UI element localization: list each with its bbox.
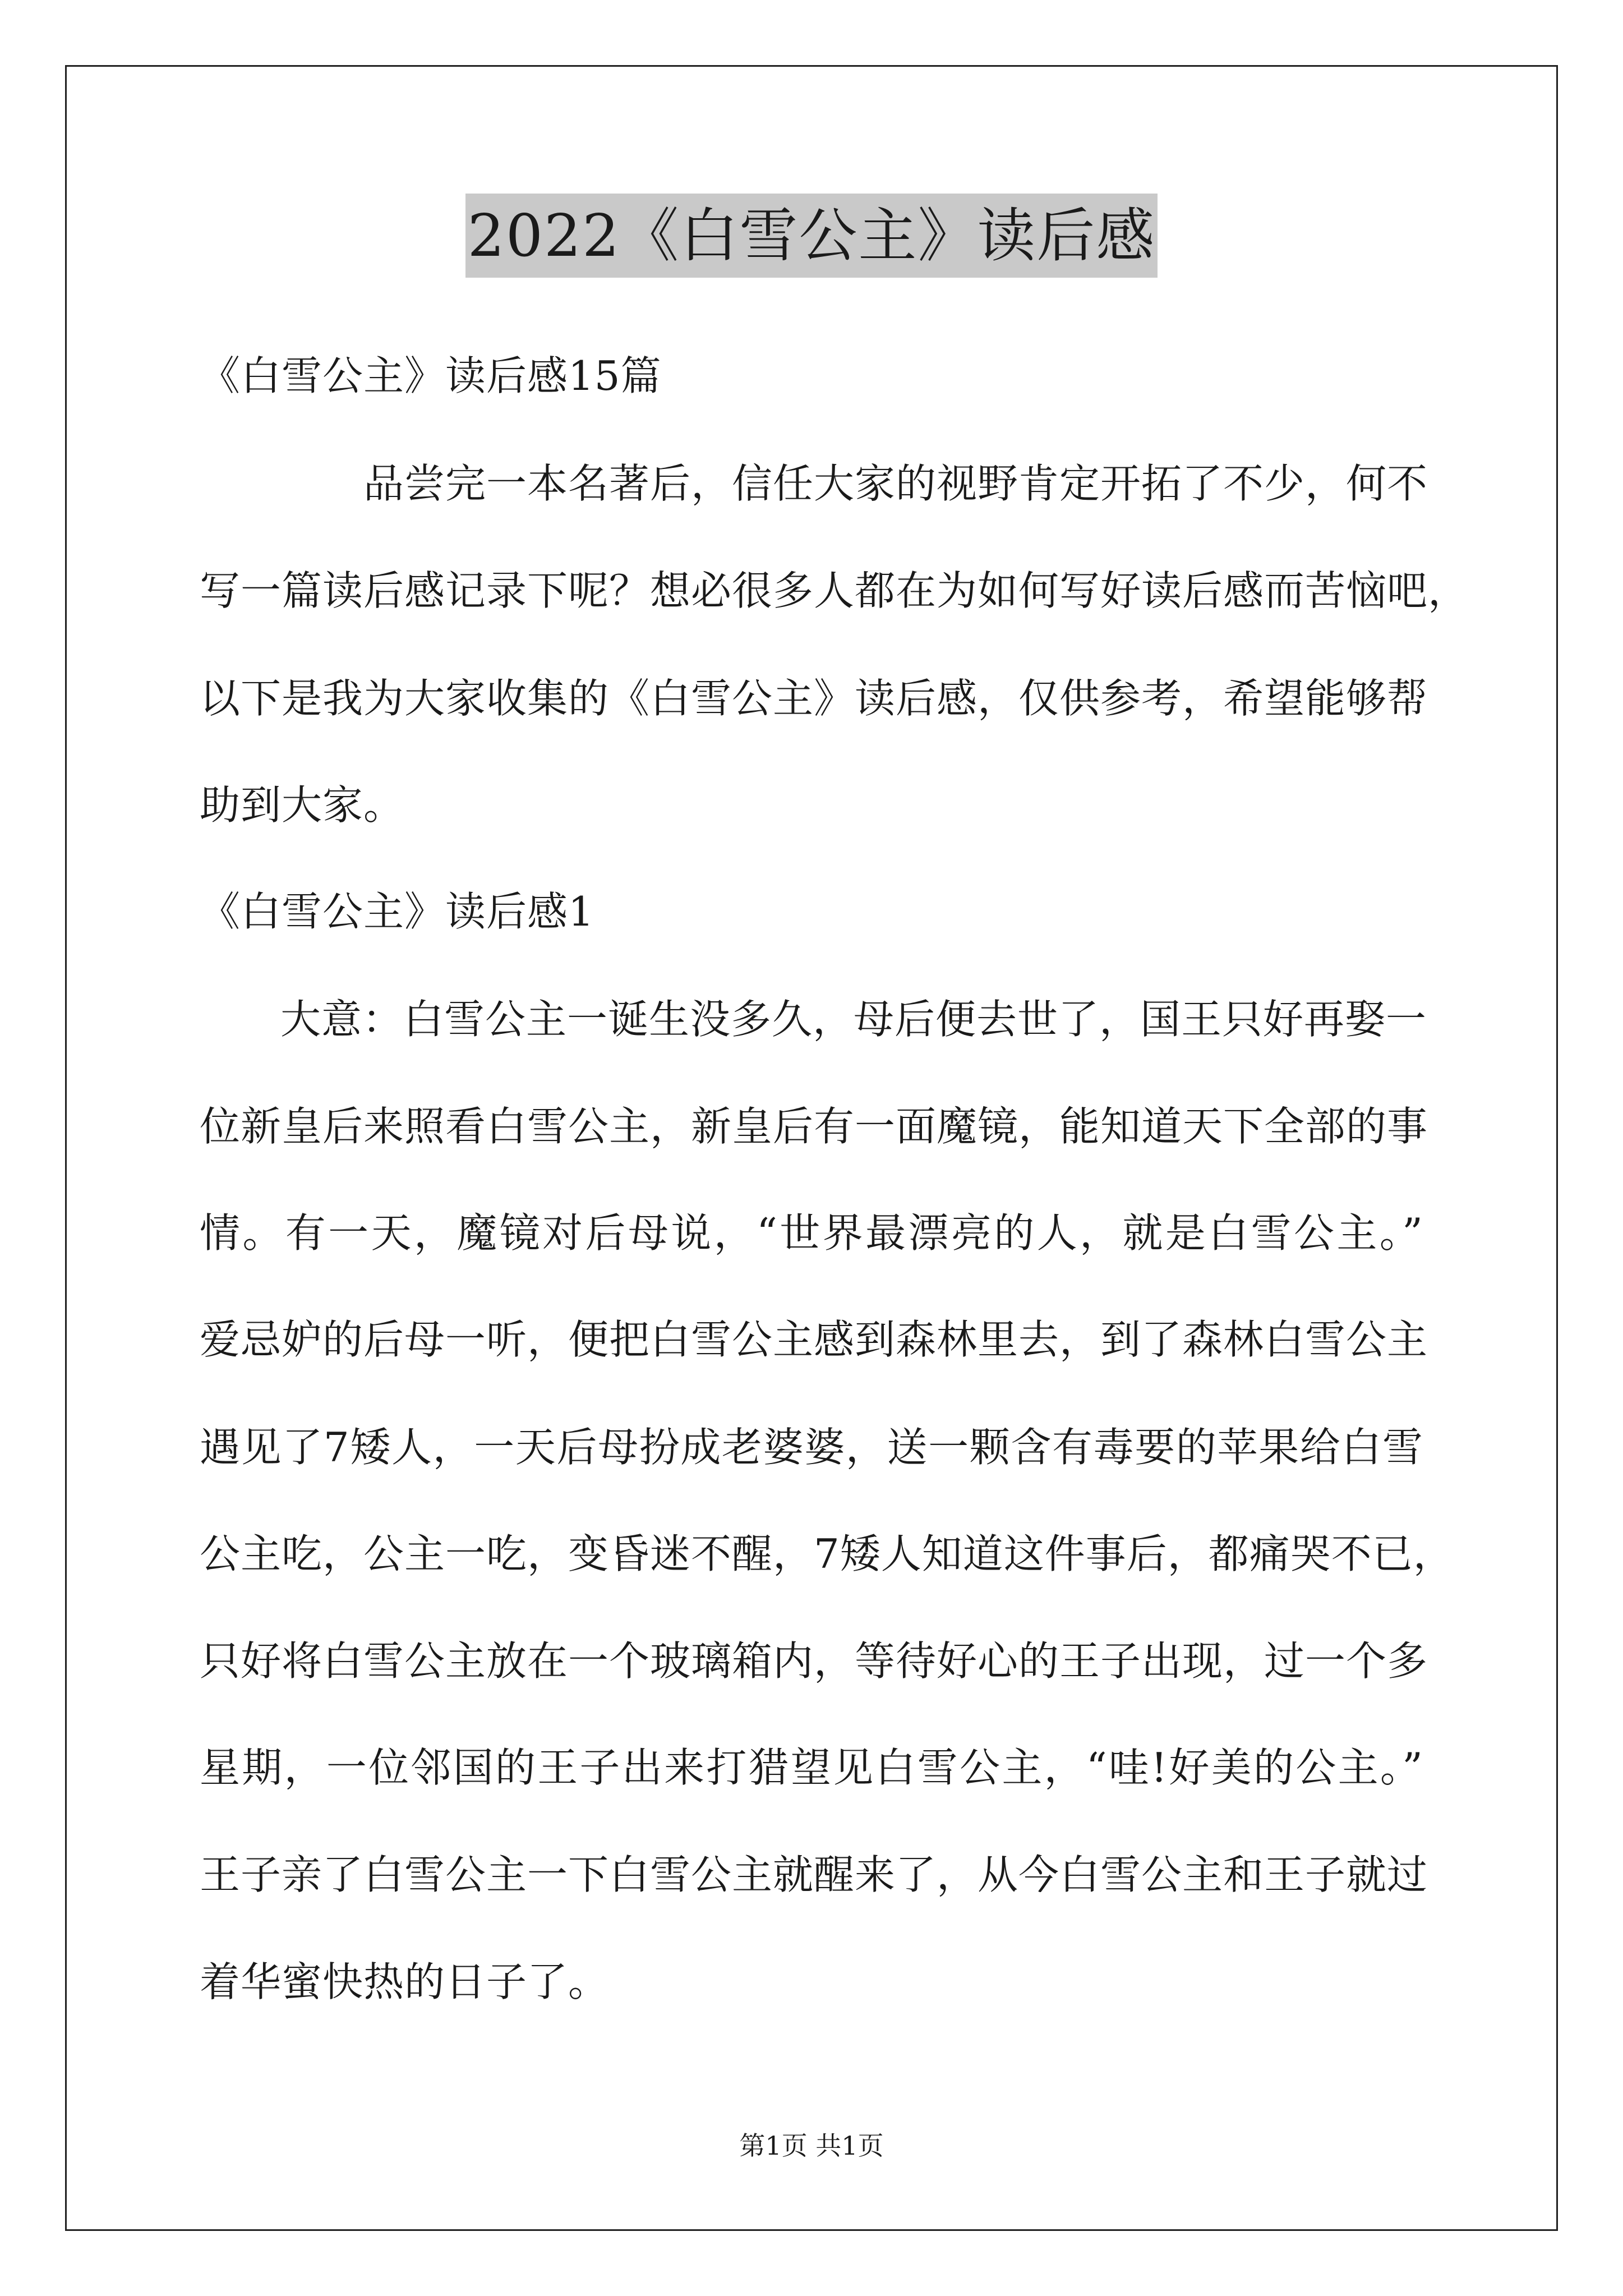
title-container bbox=[0, 194, 1623, 278]
body-line: 星期，一位邻国的王子出来打猎望见白雪公主，“哇!好美的公主。” bbox=[200, 1744, 1423, 1791]
body-line: 遇见了7矮人，一天后母扮成老婆婆，送一颗含有毒要的苹果给白雪 bbox=[200, 1424, 1423, 1471]
body-line: 公主吃，公主一吃，变昏迷不醒，7矮人知道这件事后，都痛哭不已， bbox=[200, 1530, 1454, 1577]
page-number: 第1页 共1页 bbox=[739, 2131, 884, 2161]
intro-line: 助到大家。 bbox=[200, 781, 405, 829]
section-heading: 《白雪公主》读后感1 bbox=[200, 888, 594, 935]
body-line: 位新皇后来照看白雪公主，新皇后有一面魔镜，能知道天下全部的事 bbox=[200, 1103, 1428, 1150]
body-line: 爱忌妒的后母一听，便把白雪公主感到森林里去，到了森林白雪公主 bbox=[200, 1316, 1428, 1363]
body-line: 大意：白雪公主一诞生没多久，母后便去世了，国王只好再娶一 bbox=[280, 996, 1427, 1043]
body-line: 情。有一天，魔镜对后母说，“世界最漂亮的人，就是白雪公主。” bbox=[200, 1209, 1423, 1257]
body-line: 着华蜜快热的日子了。 bbox=[200, 1958, 610, 2005]
body-line: 王子亲了白雪公主一下白雪公主就醒来了，从今白雪公主和王子就过 bbox=[200, 1851, 1428, 1898]
document-title: 2022《白雪公主》读后感 bbox=[465, 194, 1158, 278]
intro-line: 品尝完一本名著后，信任大家的视野肯定开拓了不少，何不 bbox=[363, 460, 1428, 507]
body-line: 只好将白雪公主放在一个玻璃箱内，等待好心的王子出现，过一个多 bbox=[200, 1637, 1428, 1685]
document-subtitle: 《白雪公主》读后感15篇 bbox=[200, 352, 662, 399]
intro-line: 以下是我为大家收集的《白雪公主》读后感，仅供参考，希望能够帮 bbox=[200, 675, 1428, 722]
intro-line: 写一篇读后感记录下呢？想必很多人都在为如何写好读后感而苦恼吧， bbox=[200, 567, 1469, 614]
